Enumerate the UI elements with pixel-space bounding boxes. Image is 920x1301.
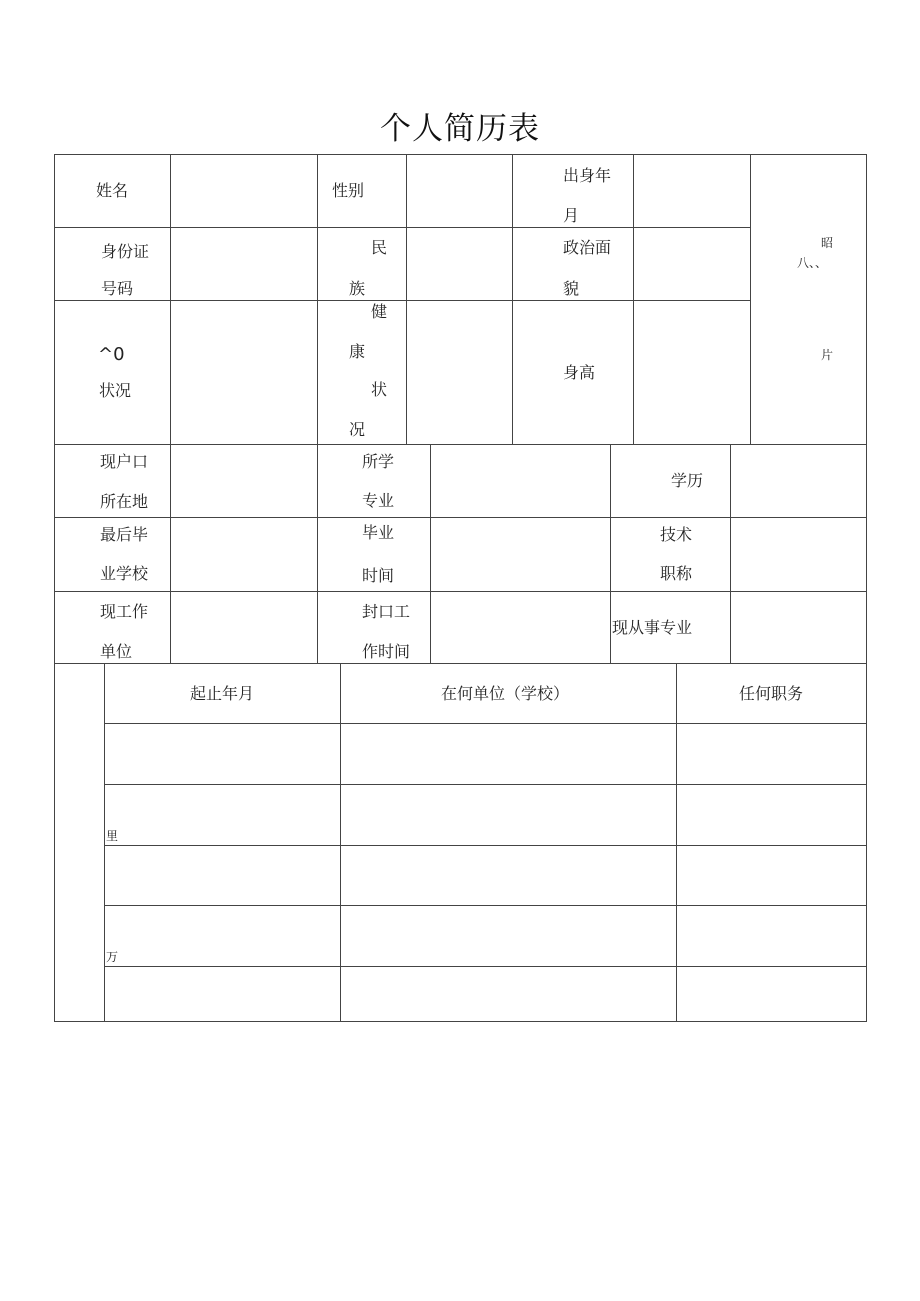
table-border-left (54, 154, 55, 1022)
school-field[interactable] (171, 518, 317, 591)
position-cell[interactable] (677, 906, 866, 966)
school-label: 业学校 (100, 564, 149, 583)
hukou-field[interactable] (171, 445, 317, 517)
current-major-label: 现从事专业 (612, 618, 693, 637)
name-label: 姓名 (96, 181, 129, 200)
position-cell[interactable] (677, 967, 866, 1021)
organization-cell[interactable] (341, 906, 676, 966)
work-unit-label: 单位 (100, 642, 133, 661)
position-cell[interactable] (677, 724, 866, 784)
ethnic-field[interactable] (407, 228, 512, 300)
column-header-position: 任何职务 (739, 684, 804, 703)
health-label: 康 (349, 342, 366, 361)
birth-field[interactable] (634, 155, 750, 227)
id-number-label: 号码 (101, 279, 134, 298)
graduation-label: 时间 (362, 566, 395, 585)
id-number-label: 身份证 (101, 242, 150, 261)
height-field[interactable] (634, 301, 750, 444)
period-cell[interactable] (105, 724, 340, 784)
period-cell[interactable] (105, 906, 340, 966)
photo-label: 片 (821, 348, 834, 362)
marital-label: ^0 (98, 344, 125, 365)
id-number-field[interactable] (171, 228, 317, 300)
degree-label: 学历 (671, 471, 704, 490)
col-divider (317, 444, 318, 663)
work-unit-field[interactable] (171, 592, 317, 663)
gender-field[interactable] (407, 155, 512, 227)
photo-box[interactable] (751, 155, 866, 444)
table-border-bottom (54, 1021, 867, 1022)
ethnic-label: 族 (349, 279, 366, 298)
birth-label: 月 (563, 206, 580, 225)
degree-field[interactable] (731, 445, 866, 517)
major-label: 专业 (362, 491, 395, 510)
col-divider (317, 154, 318, 444)
major-field[interactable] (431, 445, 610, 517)
organization-cell[interactable] (341, 846, 676, 905)
health-label: 状 (371, 380, 388, 399)
period-cell[interactable] (105, 785, 340, 845)
marital-label: 状况 (99, 381, 132, 400)
height-label: 身高 (563, 363, 596, 382)
health-field[interactable] (407, 301, 512, 444)
politics-field[interactable] (634, 228, 750, 300)
technical-title-label: 职称 (660, 564, 693, 583)
page-title: 个人简历表 (380, 111, 540, 147)
school-label: 最后毕 (100, 525, 149, 544)
position-cell[interactable] (677, 846, 866, 905)
organization-cell[interactable] (341, 785, 676, 845)
photo-label: 八、、 (797, 256, 828, 270)
period-cell[interactable] (105, 846, 340, 905)
table-border-right (866, 154, 867, 1022)
position-cell[interactable] (677, 785, 866, 845)
politics-label: 貌 (563, 279, 580, 298)
marital-field[interactable] (171, 301, 317, 444)
resume-side-label: 万 (106, 950, 119, 964)
resume-side-label: 里 (106, 829, 119, 843)
graduation-label: 毕业 (362, 523, 395, 542)
photo-label: 昭 (821, 236, 834, 250)
period-cell[interactable] (105, 967, 340, 1021)
politics-label: 政治面 (563, 238, 612, 257)
col-divider (610, 444, 611, 663)
technical-title-label: 技术 (660, 525, 693, 544)
gender-label: 性别 (332, 181, 365, 200)
technical-title-field[interactable] (731, 518, 866, 591)
column-header-period: 起止年月 (190, 684, 255, 703)
work-time-label: 封口工 (362, 602, 411, 621)
work-unit-label: 现工作 (100, 602, 149, 621)
col-divider (512, 154, 513, 444)
work-time-field[interactable] (431, 592, 610, 663)
health-label: 况 (349, 420, 366, 439)
organization-cell[interactable] (341, 967, 676, 1021)
name-field[interactable] (171, 155, 317, 227)
work-time-label: 作时间 (362, 642, 411, 661)
organization-cell[interactable] (341, 724, 676, 784)
hukou-label: 所在地 (100, 492, 149, 511)
graduation-field[interactable] (431, 518, 610, 591)
hukou-label: 现户口 (100, 452, 149, 471)
birth-label: 出身年 (563, 166, 612, 185)
ethnic-label: 民 (371, 238, 388, 257)
row-divider (54, 663, 867, 664)
current-major-field[interactable] (731, 592, 866, 663)
column-header-organization: 在何单位（学校） (441, 684, 570, 703)
health-label: 健 (371, 302, 388, 321)
major-label: 所学 (362, 452, 395, 471)
